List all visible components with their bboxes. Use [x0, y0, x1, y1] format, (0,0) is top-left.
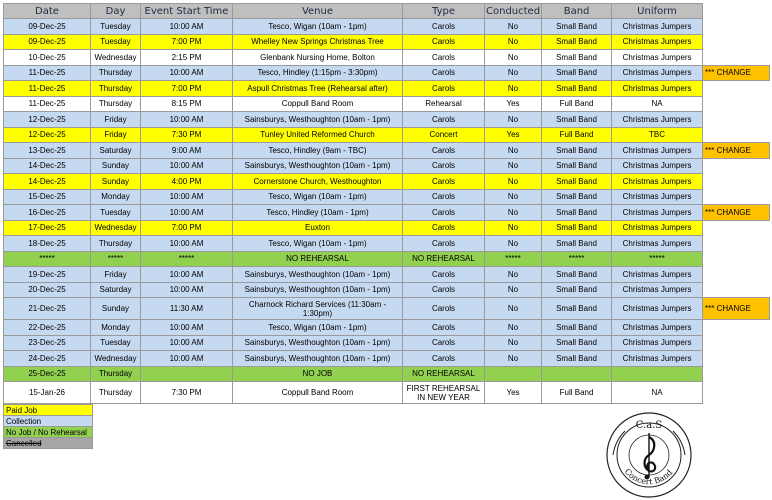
cell-band: Small Band [542, 65, 612, 81]
schedule-row [4, 19, 770, 35]
cell-start-time: 10:00 AM [141, 158, 233, 174]
change-note: *** CHANGE [703, 205, 770, 221]
header-spacer [703, 4, 770, 19]
change-note [703, 366, 770, 382]
cell-venue: Glenbank Nursing Home, Bolton [233, 50, 403, 66]
cell-conducted: No [485, 19, 542, 35]
cell-date: 23-Dec-25 [4, 335, 91, 351]
cell-venue: Whelley New Springs Christmas Tree [233, 34, 403, 50]
column-header-type: Type [403, 4, 485, 19]
cell-uniform [612, 366, 703, 382]
cell-type: Carols [403, 335, 485, 351]
change-note [703, 320, 770, 336]
cell-band: Small Band [542, 351, 612, 367]
schedule-row [4, 236, 770, 252]
cell-conducted: No [485, 34, 542, 50]
cell-day: Wednesday [91, 351, 141, 367]
column-header-date: Date [4, 4, 91, 19]
cell-start-time: 7:30 PM [141, 127, 233, 143]
cell-venue: Coppull Band Room [233, 382, 403, 404]
cell-venue: Sainsburys, Westhoughton (10am - 1pm) [233, 112, 403, 128]
legend-no_job: No Job / No Rehearsal [4, 427, 93, 438]
column-header-band: Band [542, 4, 612, 19]
cell-uniform: Christmas Jumpers [612, 282, 703, 298]
schedule-row [4, 220, 770, 236]
change-note: *** CHANGE [703, 65, 770, 81]
cell-conducted: No [485, 189, 542, 205]
change-note [703, 351, 770, 367]
cell-uniform: NA [612, 96, 703, 112]
cell-venue: Tesco, Wigan (10am - 1pm) [233, 189, 403, 205]
cell-day: Tuesday [91, 34, 141, 50]
schedule-row [4, 50, 770, 66]
cell-type: Carols [403, 298, 485, 320]
cell-uniform: ***** [612, 251, 703, 267]
cell-band: Small Band [542, 174, 612, 190]
cell-conducted: No [485, 220, 542, 236]
cell-band: Small Band [542, 189, 612, 205]
change-note [703, 251, 770, 267]
cell-conducted: No [485, 50, 542, 66]
schedule-row [4, 298, 770, 320]
cell-venue: Tesco, Wigan (10am - 1pm) [233, 19, 403, 35]
legend-paid: Paid Job [4, 405, 93, 416]
cell-day: Tuesday [91, 19, 141, 35]
change-note: *** CHANGE [703, 143, 770, 159]
schedule-row [4, 65, 770, 81]
change-note [703, 34, 770, 50]
cell-type: Carols [403, 65, 485, 81]
cell-date: 12-Dec-25 [4, 127, 91, 143]
cell-uniform: NA [612, 382, 703, 404]
cell-uniform: Christmas Jumpers [612, 236, 703, 252]
change-note [703, 19, 770, 35]
cell-start-time: 10:00 AM [141, 267, 233, 283]
change-note [703, 189, 770, 205]
cell-band: Small Band [542, 335, 612, 351]
cell-band: Small Band [542, 267, 612, 283]
schedule-table [3, 3, 770, 404]
cell-venue: Aspull Christmas Tree (Rehearsal after) [233, 81, 403, 97]
cell-type: Carols [403, 112, 485, 128]
cell-date: 24-Dec-25 [4, 351, 91, 367]
cell-day: Thursday [91, 236, 141, 252]
cell-start-time: 10:00 AM [141, 189, 233, 205]
cell-date: 13-Dec-25 [4, 143, 91, 159]
cell-venue: Tesco, Wigan (10am - 1pm) [233, 320, 403, 336]
cell-conducted: No [485, 351, 542, 367]
legend-cancelled: Cancelled [4, 438, 93, 449]
cell-start-time: 8:15 PM [141, 96, 233, 112]
cell-day: Thursday [91, 65, 141, 81]
cell-date: ***** [4, 251, 91, 267]
cell-venue: Tesco, Hindley (1:15pm - 3:30pm) [233, 65, 403, 81]
schedule-row [4, 335, 770, 351]
column-header-uniform: Uniform [612, 4, 703, 19]
cell-date: 12-Dec-25 [4, 112, 91, 128]
schedule-row [4, 127, 770, 143]
cell-band: Full Band [542, 127, 612, 143]
cell-conducted: No [485, 81, 542, 97]
cell-uniform: Christmas Jumpers [612, 320, 703, 336]
schedule-row [4, 158, 770, 174]
cell-type: NO REHEARSAL [403, 366, 485, 382]
cell-conducted: Yes [485, 382, 542, 404]
cell-date: 17-Dec-25 [4, 220, 91, 236]
cell-conducted: No [485, 335, 542, 351]
cell-start-time: 9:00 AM [141, 143, 233, 159]
cell-conducted: No [485, 158, 542, 174]
cell-date: 15-Dec-25 [4, 189, 91, 205]
cell-band: Small Band [542, 34, 612, 50]
cell-day: Monday [91, 189, 141, 205]
cell-type: Carols [403, 143, 485, 159]
cell-uniform: Christmas Jumpers [612, 298, 703, 320]
cell-day: Friday [91, 127, 141, 143]
cell-day: Friday [91, 112, 141, 128]
cell-band: Small Band [542, 112, 612, 128]
cell-date: 19-Dec-25 [4, 267, 91, 283]
cell-venue: Sainsburys, Westhoughton (10am - 1pm) [233, 335, 403, 351]
change-note [703, 174, 770, 190]
cell-date: 20-Dec-25 [4, 282, 91, 298]
cell-venue: Tesco, Wigan (10am - 1pm) [233, 236, 403, 252]
change-note [703, 81, 770, 97]
cell-band: Small Band [542, 158, 612, 174]
cell-conducted: No [485, 143, 542, 159]
column-header-event-start-time: Event Start Time [141, 4, 233, 19]
cell-venue: Sainsburys, Westhoughton (10am - 1pm) [233, 282, 403, 298]
cell-day: Thursday [91, 382, 141, 404]
cell-start-time: 4:00 PM [141, 174, 233, 190]
legend-collection: Collection [4, 416, 93, 427]
logo-top-text: C.a.S [635, 420, 663, 431]
cell-band [542, 366, 612, 382]
schedule-row [4, 351, 770, 367]
cell-start-time: 10:00 AM [141, 335, 233, 351]
cell-type: Carols [403, 19, 485, 35]
cell-venue: Coppull Band Room [233, 96, 403, 112]
schedule-row [4, 112, 770, 128]
cell-start-time: 7:00 PM [141, 81, 233, 97]
cell-band: Full Band [542, 96, 612, 112]
column-header-day: Day [91, 4, 141, 19]
cell-day: Tuesday [91, 335, 141, 351]
cell-start-time: 10:00 AM [141, 282, 233, 298]
cell-band: Small Band [542, 236, 612, 252]
cell-day: Sunday [91, 298, 141, 320]
cell-start-time: 2:15 PM [141, 50, 233, 66]
change-note: *** CHANGE [703, 298, 770, 320]
cell-venue: Tesco, Hindley (9am - TBC) [233, 143, 403, 159]
cell-uniform: Christmas Jumpers [612, 220, 703, 236]
change-note [703, 112, 770, 128]
cell-uniform: Christmas Jumpers [612, 81, 703, 97]
cell-venue: Cornerstone Church, Westhoughton [233, 174, 403, 190]
schedule-row [4, 267, 770, 283]
cell-type: Carols [403, 189, 485, 205]
cell-conducted: No [485, 174, 542, 190]
cell-day: Thursday [91, 96, 141, 112]
cell-venue: Sainsburys, Westhoughton (10am - 1pm) [233, 267, 403, 283]
change-note [703, 158, 770, 174]
cell-day: Sunday [91, 158, 141, 174]
cell-date: 09-Dec-25 [4, 19, 91, 35]
schedule-row [4, 189, 770, 205]
cell-uniform: Christmas Jumpers [612, 19, 703, 35]
cell-date: 14-Dec-25 [4, 158, 91, 174]
change-note [703, 382, 770, 404]
cell-conducted: No [485, 205, 542, 221]
column-header-venue: Venue [233, 4, 403, 19]
cell-start-time: 10:00 AM [141, 205, 233, 221]
cell-day: Saturday [91, 282, 141, 298]
cell-type: Concert [403, 127, 485, 143]
schedule-row [4, 320, 770, 336]
change-note [703, 127, 770, 143]
cell-start-time: 11:30 AM [141, 298, 233, 320]
cas-concert-band-logo [605, 411, 693, 499]
cell-type: Carols [403, 205, 485, 221]
cell-date: 14-Dec-25 [4, 174, 91, 190]
cell-band: Small Band [542, 50, 612, 66]
cell-band: Small Band [542, 220, 612, 236]
cell-day: ***** [91, 251, 141, 267]
cell-conducted: No [485, 298, 542, 320]
cell-start-time: 10:00 AM [141, 112, 233, 128]
header-row [4, 4, 770, 19]
cell-conducted: No [485, 112, 542, 128]
cell-day: Friday [91, 267, 141, 283]
change-note [703, 267, 770, 283]
change-note [703, 335, 770, 351]
change-note [703, 236, 770, 252]
cell-uniform: Christmas Jumpers [612, 112, 703, 128]
cell-start-time: 10:00 AM [141, 320, 233, 336]
change-note [703, 50, 770, 66]
cell-conducted: No [485, 65, 542, 81]
cell-date: 21-Dec-25 [4, 298, 91, 320]
cell-venue: Sainsburys, Westhoughton (10am - 1pm) [233, 158, 403, 174]
cell-start-time: 10:00 AM [141, 65, 233, 81]
cell-type: Carols [403, 34, 485, 50]
cell-uniform: Christmas Jumpers [612, 143, 703, 159]
cell-uniform: Christmas Jumpers [612, 351, 703, 367]
cell-day: Tuesday [91, 205, 141, 221]
schedule-row [4, 251, 770, 267]
cell-venue: Tunley United Reformed Church [233, 127, 403, 143]
cell-uniform: Christmas Jumpers [612, 34, 703, 50]
cell-uniform: TBC [612, 127, 703, 143]
cell-date: 11-Dec-25 [4, 65, 91, 81]
cell-band: Small Band [542, 320, 612, 336]
cell-band: Small Band [542, 19, 612, 35]
cell-conducted: No [485, 267, 542, 283]
schedule-row [4, 96, 770, 112]
cell-uniform: Christmas Jumpers [612, 65, 703, 81]
cell-venue: NO JOB [233, 366, 403, 382]
cell-type: Carols [403, 267, 485, 283]
cell-venue: Euxton [233, 220, 403, 236]
schedule-row [4, 174, 770, 190]
cell-day: Saturday [91, 143, 141, 159]
cell-conducted: No [485, 320, 542, 336]
schedule-row [4, 205, 770, 221]
cell-uniform: Christmas Jumpers [612, 189, 703, 205]
cell-type: Rehearsal [403, 96, 485, 112]
cell-uniform: Christmas Jumpers [612, 335, 703, 351]
cell-conducted: No [485, 282, 542, 298]
cell-conducted: No [485, 236, 542, 252]
schedule-row [4, 81, 770, 97]
cell-type: FIRST REHEARSAL IN NEW YEAR [403, 382, 485, 404]
cell-type: Carols [403, 174, 485, 190]
cell-band: Small Band [542, 282, 612, 298]
cell-conducted: Yes [485, 127, 542, 143]
cell-date: 25-Dec-25 [4, 366, 91, 382]
cell-type: Carols [403, 158, 485, 174]
cell-uniform: Christmas Jumpers [612, 267, 703, 283]
cell-venue: Charnock Richard Services (11:30am - 1:30pm) [233, 298, 403, 320]
cell-venue: Tesco, Hindley (10am - 1pm) [233, 205, 403, 221]
cell-type: Carols [403, 220, 485, 236]
cell-type: Carols [403, 81, 485, 97]
cell-type: Carols [403, 236, 485, 252]
change-note [703, 96, 770, 112]
cell-conducted: ***** [485, 251, 542, 267]
cell-band: Small Band [542, 143, 612, 159]
cell-start-time: 7:30 PM [141, 382, 233, 404]
cell-day: Sunday [91, 174, 141, 190]
cell-day: Thursday [91, 366, 141, 382]
cell-start-time: 10:00 AM [141, 236, 233, 252]
schedule-row [4, 282, 770, 298]
cell-date: 18-Dec-25 [4, 236, 91, 252]
cell-conducted: Yes [485, 96, 542, 112]
cell-uniform: Christmas Jumpers [612, 205, 703, 221]
cell-uniform: Christmas Jumpers [612, 174, 703, 190]
cell-start-time: 7:00 PM [141, 34, 233, 50]
cell-band: ***** [542, 251, 612, 267]
column-header-conducted: Conducted [486, 5, 541, 17]
cell-conducted [485, 366, 542, 382]
schedule-row [4, 366, 770, 382]
cell-type: Carols [403, 50, 485, 66]
legend [3, 404, 93, 449]
cell-venue: NO REHEARSAL [233, 251, 403, 267]
cell-start-time: 10:00 AM [141, 19, 233, 35]
cell-venue: Sainsburys, Westhoughton (10am - 1pm) [233, 351, 403, 367]
cell-start-time: 7:00 PM [141, 220, 233, 236]
cell-start-time: ***** [141, 251, 233, 267]
cell-band: Small Band [542, 298, 612, 320]
cell-day: Wednesday [91, 220, 141, 236]
cell-date: 15-Jan-26 [4, 382, 91, 404]
cell-date: 11-Dec-25 [4, 81, 91, 97]
cell-date: 16-Dec-25 [4, 205, 91, 221]
cell-day: Monday [91, 320, 141, 336]
schedule-row [4, 143, 770, 159]
cell-start-time [141, 366, 233, 382]
cell-type: NO REHEARSAL [403, 251, 485, 267]
cell-start-time: 10:00 AM [141, 351, 233, 367]
cell-uniform: Christmas Jumpers [612, 50, 703, 66]
logo-bottom-text: Concert Band [622, 466, 675, 487]
cell-date: 22-Dec-25 [4, 320, 91, 336]
cell-day: Wednesday [91, 50, 141, 66]
cell-day: Thursday [91, 81, 141, 97]
cell-uniform: Christmas Jumpers [612, 158, 703, 174]
cell-type: Carols [403, 282, 485, 298]
schedule-row [4, 34, 770, 50]
cell-band: Full Band [542, 382, 612, 404]
cell-band: Small Band [542, 81, 612, 97]
cell-type: Carols [403, 320, 485, 336]
cell-date: 09-Dec-25 [4, 34, 91, 50]
schedule-row [4, 382, 770, 404]
cell-band: Small Band [542, 205, 612, 221]
cell-date: 10-Dec-25 [4, 50, 91, 66]
change-note [703, 220, 770, 236]
change-note [703, 282, 770, 298]
cell-date: 11-Dec-25 [4, 96, 91, 112]
cell-type: Carols [403, 351, 485, 367]
